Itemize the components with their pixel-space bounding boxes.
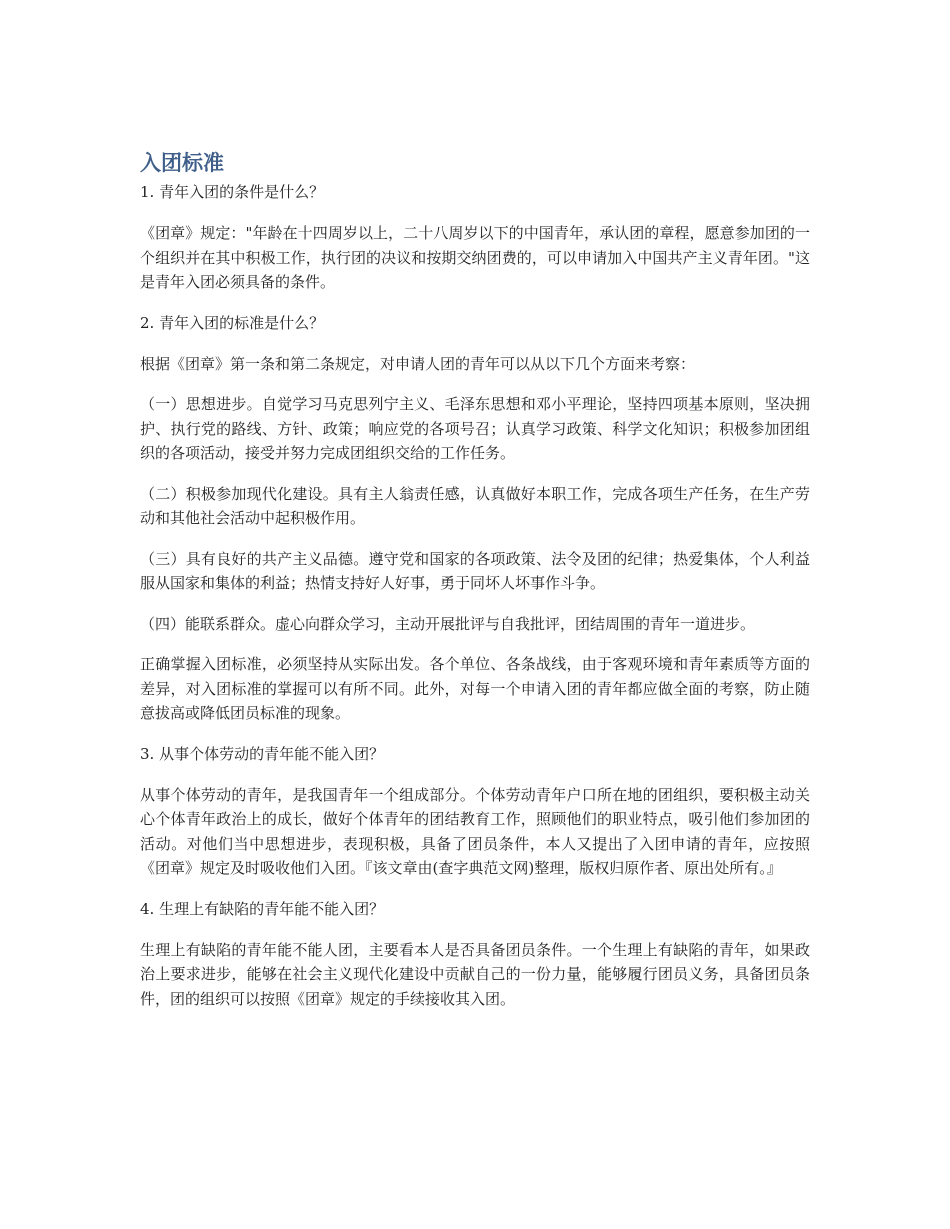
answer-2-item-2: （二）积极参加现代化建设。具有主人翁责任感，认真做好本职工作，完成各项生产任务，在生产劳动和其他社会活动中起积极作用。 [140, 484, 810, 527]
document-title: 入团标准 [140, 151, 224, 175]
answer-1-paragraph: 《团章》规定："年龄在十四周岁以上，二十八周岁以下的中国青年，承认团的章程，愿意参加团的一个组织并在其中积极工作，执行团的决议和按期交纳团费的，可以申请加入中国共产主义青年团。"这是青年入团必须具备的条件。 [140, 224, 810, 291]
question-1: 1. 青年入团的条件是什么？ [140, 183, 325, 201]
answer-2-item-3: （三）具有良好的共产主义品德。遵守党和国家的各项政策、法令及团的纪律；热爱集体，个人利益服从国家和集体的利益；热情支持好人好事，勇于同坏人坏事作斗争。 [140, 549, 810, 592]
answer-4-paragraph: 生理上有缺陷的青年能不能人团，主要看本人是否具备团员条件。一个生理上有缺陷的青年，如果政治上要求进步，能够在社会主义现代化建设中贡献自己的一份力量，能够履行团员义务，具备团员条件，团的组织可以按照《团章》规定的手续接收其入团。 [140, 940, 810, 1008]
question-2: 2. 青年入团的标准是什么？ [140, 313, 325, 332]
answer-2-intro: 根据《团章》第一条和第二条规定，对申请人团的青年可以从以下几个方面来考察： [140, 354, 696, 373]
question-3: 3. 从事个体劳动的青年能不能入团？ [140, 744, 385, 763]
answer-2-item-1: （一）思想进步。自觉学习马克思列宁主义、毛泽东思想和邓小平理论，坚持四项基本原则，坚决拥护、执行党的路线、方针、政策；响应党的各项号召；认真学习政策、科学文化知识；积极参加团组织的各项活动，接受并努力完成团组织交给的工作任务。 [140, 395, 810, 462]
answer-2-item-4: （四）能联系群众。虚心向群众学习，主动开展批评与自我批评，团结周围的青年一道进步。 [140, 614, 756, 633]
document-page [140, 148, 810, 1027]
question-4: 4. 生理上有缺陷的青年能不能入团？ [140, 899, 385, 918]
answer-3-paragraph: 从事个体劳动的青年，是我国青年一个组成部分。个体劳动青年户口所在地的团组织，要积极主动关心个体青年政治上的成长，做好个体青年的团结教育工作，照顾他们的职业特点，吸引他们参加团的活动。对他们当中思想进步，表现积极，具备了团员条件，本人又提出了入团申请的青年，应按照《团章》规定及时吸收他们入团。『该文章由(查字典范文网)整理，版权归原作者、原出处所有。』 [140, 785, 810, 877]
answer-2-conclusion: 正确掌握入团标准，必须坚持从实际出发。各个单位、各条战线，由于客观环境和青年素质等方面的差异，对入团标准的掌握可以有所不同。此外，对每一个申请入团的青年都应做全面的考察，防止随意拔高或降低团员标准的现象。 [140, 655, 810, 722]
